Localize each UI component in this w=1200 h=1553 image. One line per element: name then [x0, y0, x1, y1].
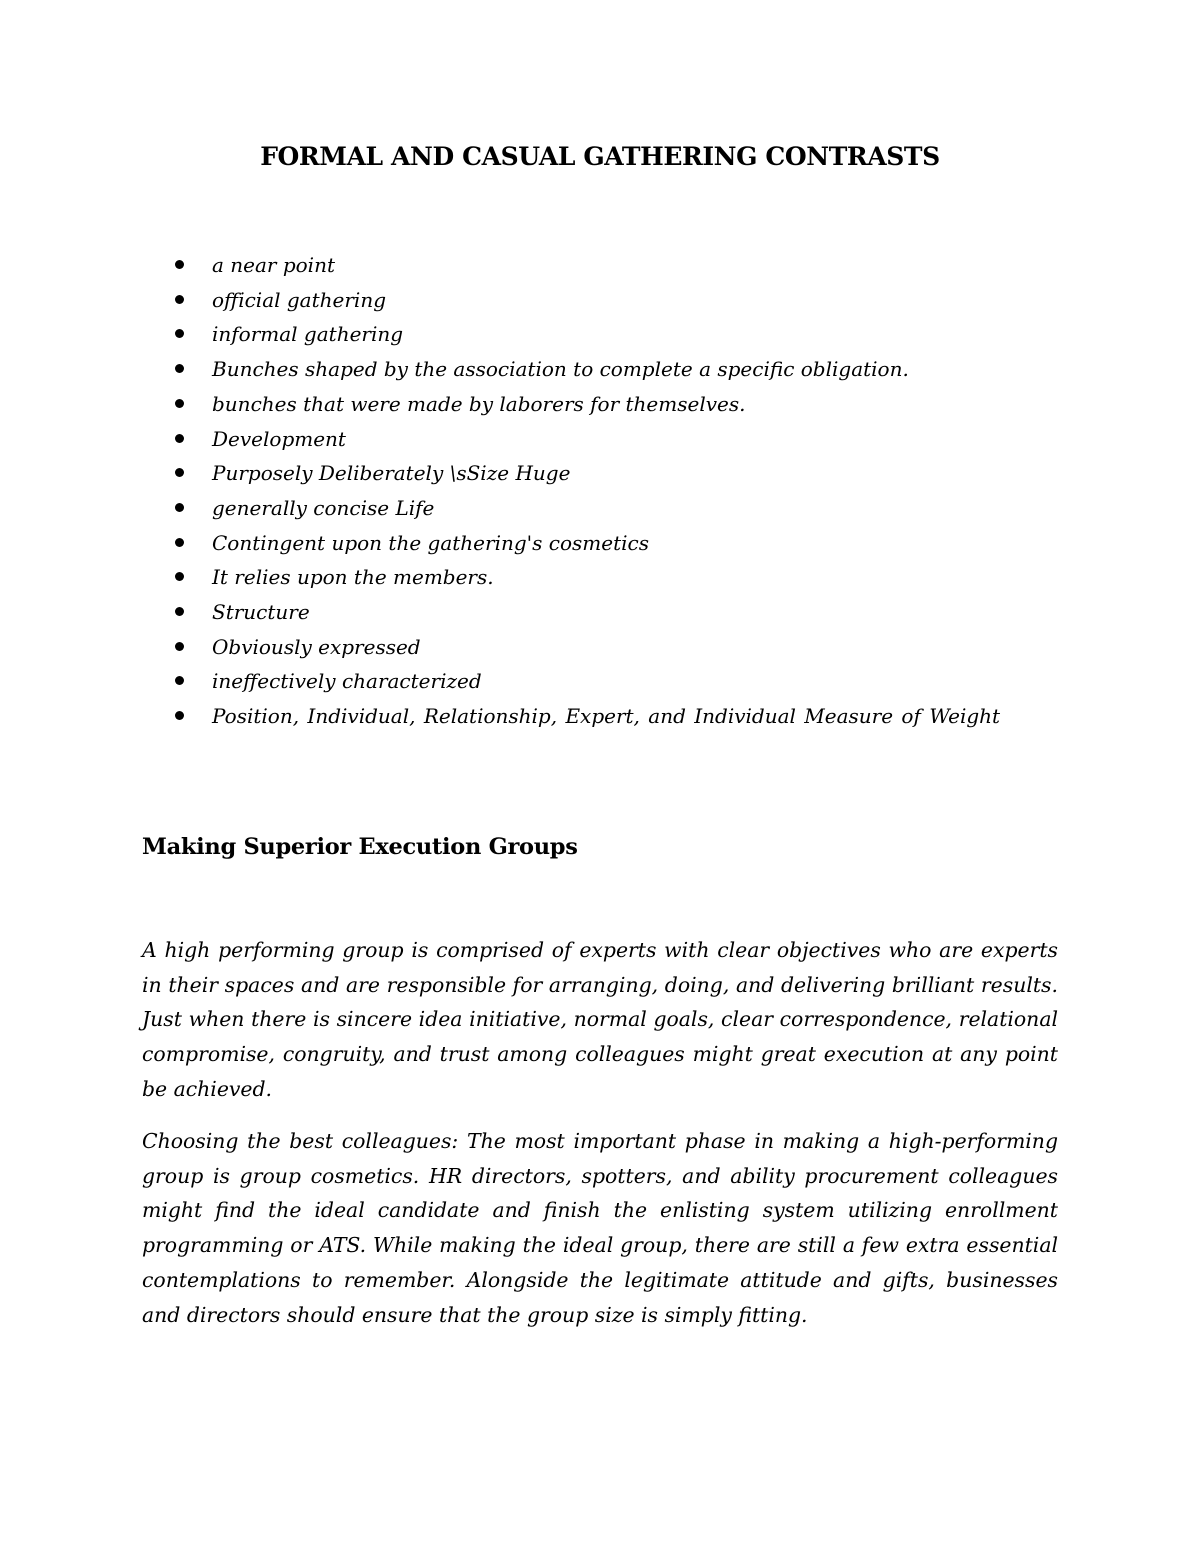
bullet-dot-icon [175, 642, 184, 651]
bullet-dot-icon [175, 329, 184, 338]
bullet-dot-icon [175, 676, 184, 685]
body-paragraph: Choosing the best colleagues: The most important phase in making a high-performing group is group cosmetics. HR directors, spotters, and ability procurement colleagues might find the ideal candidate and finish the enlisting system utilizing enrollment programming or ATS. While making the ideal group, there are still a few extra essential contemplations to remember. Alongside the legitimate attitude and gifts, businesses and directors should ensure that the group size is simply fitting. [142, 1129, 1058, 1327]
body-paragraph: A high performing group is comprised of experts with clear objectives who are experts in their spaces and are responsible for arranging, doing, and delivering brilliant results. Just when there is sincere idea initiative, normal goals, clear correspondence, relational compromise, congruity, and trust among colleagues might great execution at any point be achieved. [142, 938, 1058, 1101]
bullet-dot-icon [175, 260, 184, 269]
bullet-item [172, 248, 1060, 283]
document-title: FORMAL AND CASUAL GATHERING CONTRASTS [260, 142, 940, 171]
bullet-dot-icon [175, 711, 184, 720]
bullet-dot-icon [175, 503, 184, 512]
bullet-dot-icon [175, 468, 184, 477]
bullet-item [172, 352, 1060, 387]
bullet-list [172, 248, 1060, 734]
bullet-item [172, 283, 1060, 318]
bullet-item [172, 630, 1060, 665]
bullet-item [172, 595, 1060, 630]
bullet-dot-icon [175, 572, 184, 581]
bullet-dot-icon [175, 399, 184, 408]
bullet-text: Purposely Deliberately \sSize Huge [212, 461, 571, 486]
bullet-text: bunches that were made by laborers for themselves. [212, 391, 746, 416]
bullet-dot-icon [175, 434, 184, 443]
bullet-dot-icon [175, 295, 184, 304]
bullet-text: official gathering [212, 287, 387, 312]
bullet-item [172, 560, 1060, 595]
bullet-text: Contingent upon the gathering's cosmetics [212, 530, 649, 555]
bullet-text: It relies upon the members. [212, 565, 494, 590]
bullet-text: Position, Individual, Relationship, Expert, and Individual Measure of Weight [212, 704, 1001, 729]
bullet-dot-icon [175, 607, 184, 616]
bullet-dot-icon [175, 364, 184, 373]
bullet-item [172, 387, 1060, 422]
bullet-text: a near point [212, 253, 335, 277]
bullet-text: Structure [212, 600, 310, 625]
bullet-item [172, 699, 1060, 734]
bullet-text: informal gathering [212, 322, 404, 347]
bullet-item [172, 317, 1060, 352]
bullet-item [172, 491, 1060, 526]
bullet-item [172, 526, 1060, 561]
bullet-text: Obviously expressed [212, 634, 421, 659]
bullet-text: Bunches shaped by the association to complete a specific obligation. [212, 357, 909, 382]
bullet-text: Development [212, 426, 346, 451]
bullet-item [172, 456, 1060, 491]
bullet-item [172, 422, 1060, 457]
section-heading: Making Superior Execution Groups [142, 834, 578, 860]
bullet-dot-icon [175, 538, 184, 547]
bullet-item [172, 664, 1060, 699]
bullet-text: generally concise Life [212, 495, 435, 520]
bullet-text: ineffectively characterized [212, 669, 482, 694]
